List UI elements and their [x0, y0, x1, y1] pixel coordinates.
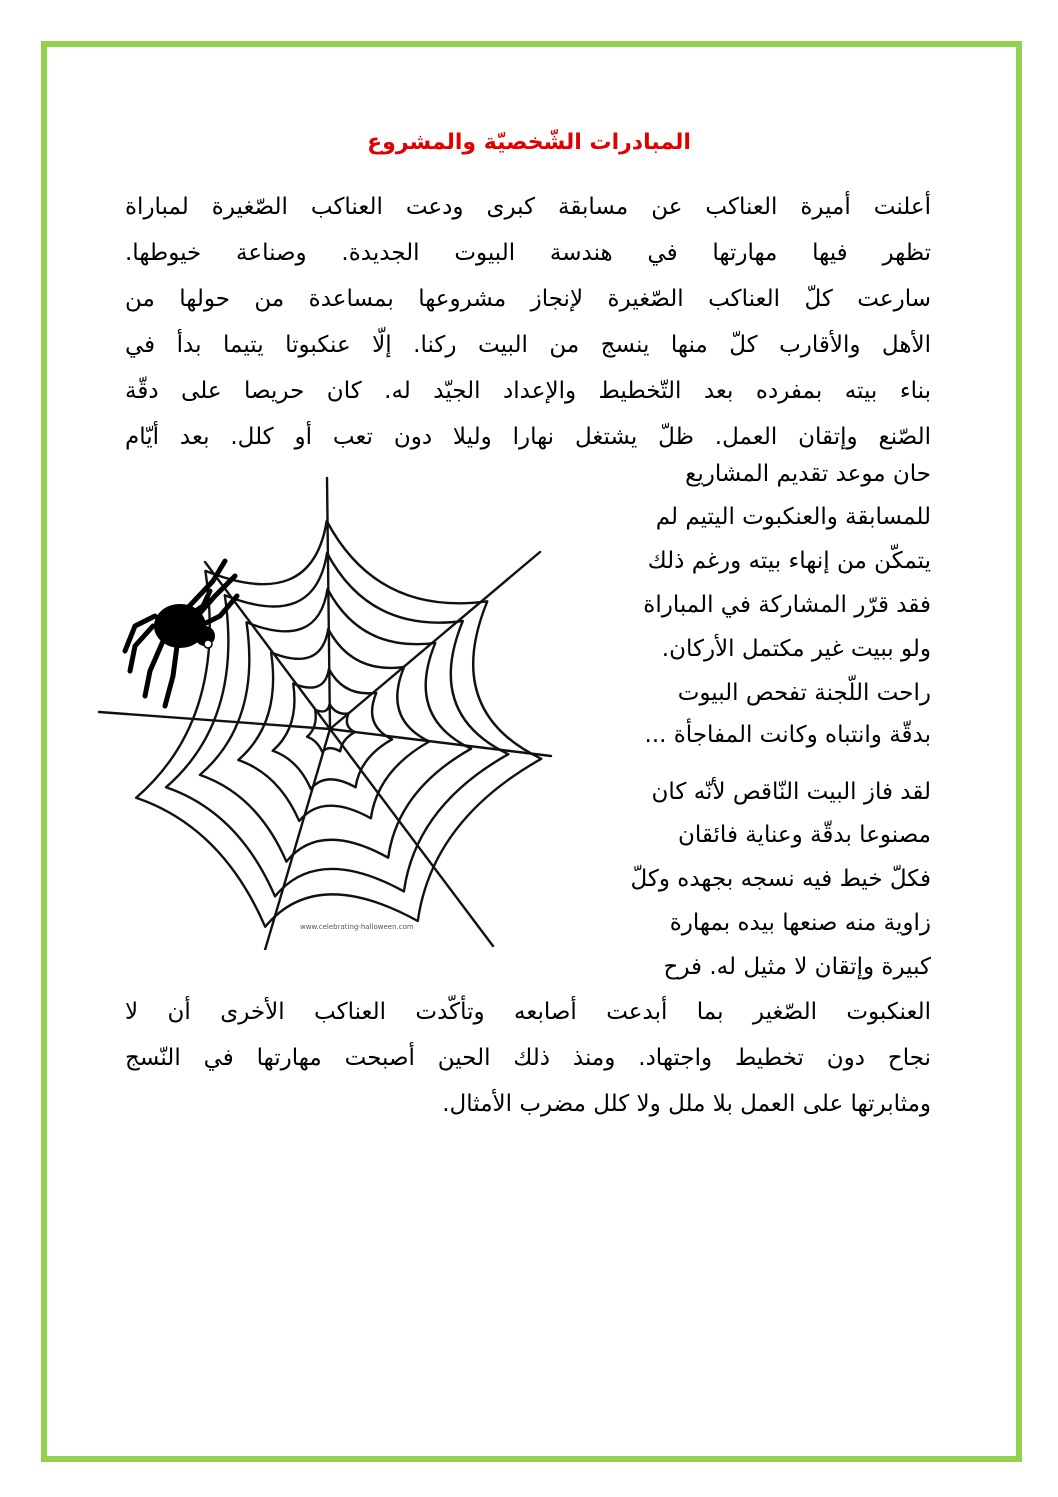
story-line: يتمكّن من إنهاء بيته ورغم ذلك: [647, 548, 931, 574]
spider-web-icon: [99, 478, 551, 950]
story-line: لقد فاز البيت النّاقص لأنّه كان: [651, 779, 931, 805]
story-line: مصنوعا بدقّة وعناية فائقان: [678, 822, 931, 848]
story-line: حان موعد تقديم المشاريع: [685, 461, 931, 487]
story-line: زاوية منه صنعها بيده بمهارة: [669, 910, 931, 936]
story-line: راحت اللّجنة تفحص البيوت: [677, 680, 931, 706]
story-line: بدقّة وانتباه وكانت المفاجأة ...: [644, 722, 931, 748]
spider-web-illustration: [95, 476, 565, 950]
story-line: الصّنع وإتقان العمل. ظلّ يشتغل نهارا وليلا دون تعب أو كلل. بعد أيّام: [125, 424, 931, 450]
story-line: أعلنت أميرة العناكب عن مسابقة كبرى ودعت العناكب الصّغيرة لمباراة: [125, 194, 931, 220]
story-line: الأهل والأقارب كلّ منها ينسج من البيت ركنا. إلّا عنكبوتا يتيما بدأ في: [125, 332, 931, 358]
story-line: نجاح دون تخطيط واجتهاد. ومنذ ذلك الحين أصبحت مهارتها في النّسج: [125, 1045, 931, 1071]
story-line: تظهر فيها مهارتها في هندسة البيوت الجديدة. وصناعة خيوطها.: [125, 240, 931, 266]
story-line: فكلّ خيط فيه نسجه بجهده وكلّ: [630, 866, 931, 892]
story-line: كبيرة وإتقان لا مثيل له. فرح: [663, 954, 931, 980]
story-line: سارعت كلّ العناكب الصّغيرة لإنجاز مشروعها بمساعدة من حولها من: [125, 286, 931, 312]
story-line: بناء بيته بمفرده بعد التّخطيط والإعداد الجيّد له. كان حريصا على دقّة: [125, 378, 931, 404]
image-credit: www.celebrating-halloween.com: [300, 923, 414, 931]
story-line: ومثابرتها على العمل بلا ملل ولا كلل مضرب الأمثال.: [442, 1091, 931, 1117]
story-line: ولو ببيت غير مكتمل الأركان.: [661, 636, 931, 662]
story-line: العنكبوت الصّغير بما أبدعت أصابعه وتأكّدت العناكب الأخرى أن لا: [125, 999, 931, 1025]
page-title: المبادرات الشّخصيّة والمشروع: [367, 130, 691, 155]
story-line: فقد قرّر المشاركة في المباراة: [643, 592, 931, 618]
story-line: للمسابقة والعنكبوت اليتيم لم: [655, 504, 931, 530]
